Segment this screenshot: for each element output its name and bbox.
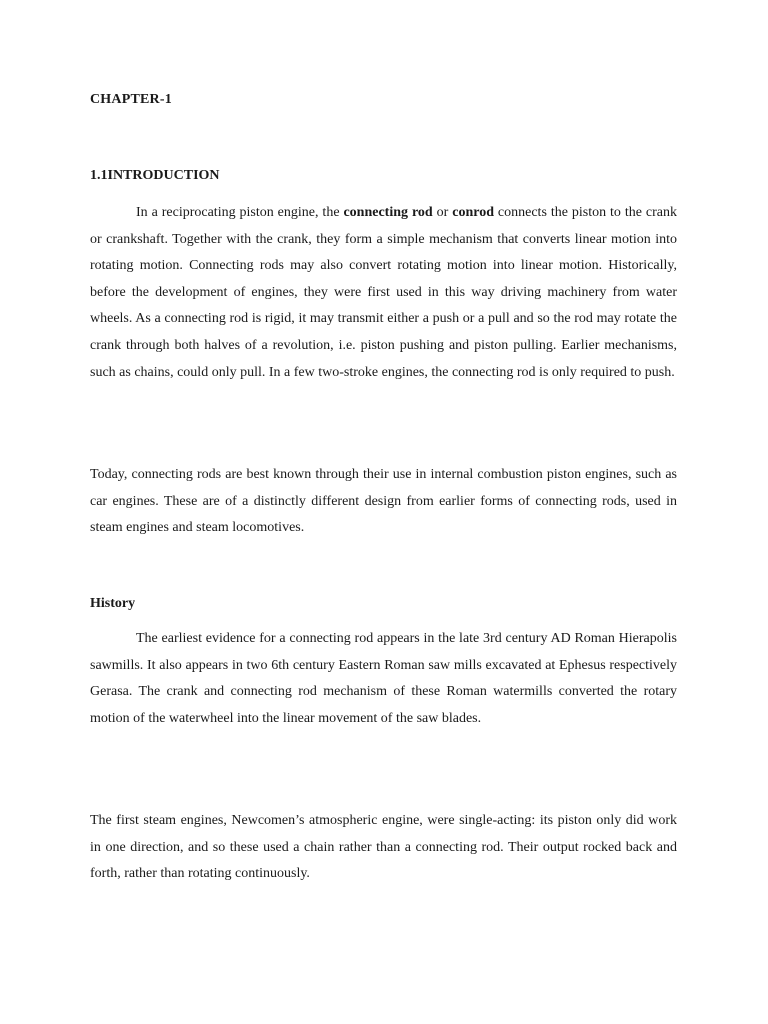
intro-p1-or: or — [432, 205, 453, 220]
intro-p1-rest: connects the piston to the crank or crankshaft. Together with the crank, they form a simple mechanism that converts linear motion into rotating motion. Connecting rods may also convert rotating motion into linear motion. Historically, before the development of engines, they were first used in this way driving machinery from water wheels. As a connecting rod is rigid, it may transmit either a push or a pull and so the rod may rotate the crank through both halves of a revolution, i.e. piston pushing and piston pulling. Earlier mechanisms, such as chains, could only pull. In a few two-stroke engines, the connecting rod is only required to push. — [90, 205, 677, 380]
introduction-heading: 1.1INTRODUCTION — [90, 168, 220, 183]
term-connecting-rod: connecting rod — [343, 205, 433, 220]
term-conrod: conrod — [452, 205, 494, 220]
intro-p1-lead: In a reciprocating piston engine, the — [136, 205, 344, 220]
history-heading: History — [90, 596, 136, 611]
history-paragraph-1: The earliest evidence for a connecting rod appears in the late 3rd century AD Roman Hierapolis sawmills. It also appears in two 6th century Eastern Roman saw mills excavated at Ephesus respectively Gerasa. The crank and connecting rod mechanism of these Roman watermills converted the rotary motion of the waterwheel into the linear movement of the saw blades. — [90, 631, 677, 726]
introduction-paragraph-2: Today, connecting rods are best known through their use in internal combustion piston engines, such as car engines. These are of a distinctly different design from earlier forms of connecting rods, used in steam engines and steam locomotives. — [90, 467, 677, 536]
history-paragraph-2: The first steam engines, Newcomen’s atmospheric engine, were single-acting: its piston only did work in one direction, and so these used a chain rather than a connecting rod. Their output rocked back and forth, rather than rotating continuously. — [90, 813, 677, 882]
introduction-paragraph-1 — [90, 200, 677, 386]
chapter-title: CHAPTER-1 — [90, 92, 172, 107]
